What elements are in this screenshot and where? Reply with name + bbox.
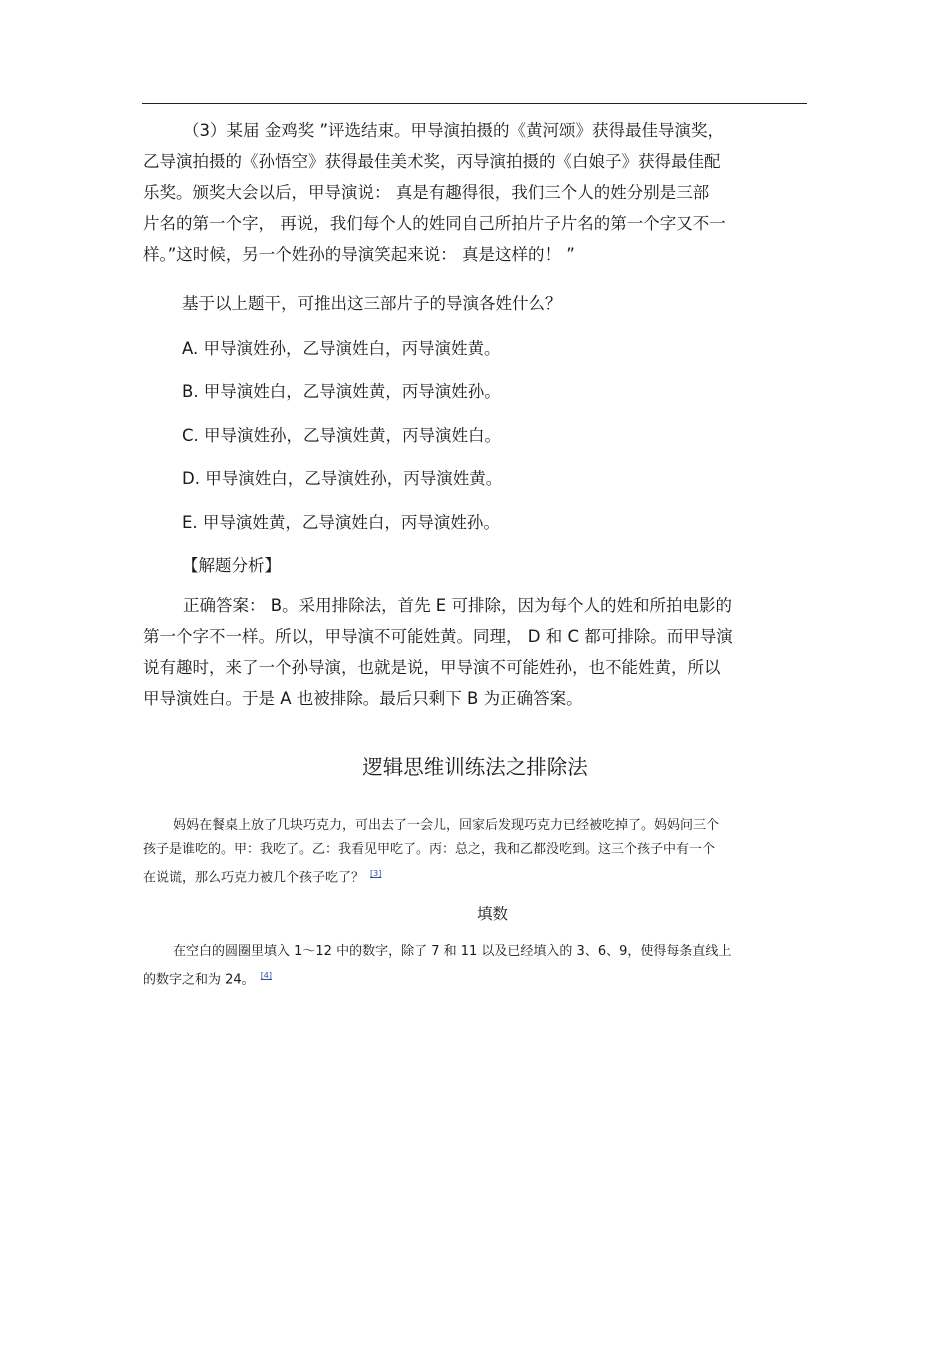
section-title: 逻辑思维训练法之排除法 (362, 755, 588, 779)
fill-title: 填数 (476, 905, 508, 923)
top-rule (142, 103, 807, 104)
fill-paragraph (143, 940, 808, 988)
problem-paragraph (143, 115, 808, 270)
answer-line: 甲导演姓白。于是 A 也被排除。最后只剩下 B 为正确答案。 (143, 689, 583, 708)
analysis-label: 【解题分析】 (182, 556, 281, 575)
option-e: E. 甲导演姓黄，乙导演姓白，丙导演姓孙。 (182, 513, 500, 532)
chocolate-paragraph (143, 814, 808, 886)
answer-line: 第一个字不一样。所以，甲导演不可能姓黄。同理， D 和 C 都可排除。而甲导演 (143, 627, 733, 646)
footnote-ref-link[interactable]: [3] (370, 869, 382, 878)
question-text: 基于以上题干，可推出这三部片子的导演各姓什么？ (182, 294, 562, 313)
answer-line: 说有趣时，来了一个孙导演，也就是说，甲导演不可能姓孙，也不能姓黄，所以 (143, 658, 721, 677)
footnote-ref-link[interactable]: [4] (260, 971, 273, 980)
problem-line: 乙导演拍摄的《孙悟空》获得最佳美术奖，丙导演拍摄的《白娘子》获得最佳配 (143, 152, 721, 171)
answer-line: 正确答案： B。采用排除法，首先 E 可排除，因为每个人的姓和所拍电影的 (183, 596, 732, 615)
problem-line: 片名的第一个字， 再说，我们每个人的姓同自己所拍片子片名的第一个字又不一 (143, 214, 726, 233)
option-d: D. 甲导演姓白，乙导演姓孙，丙导演姓黄。 (182, 469, 503, 488)
fill-line: 在空白的圆圈里填入 1～12 中的数字，除了 7 和 11 以及已经填入的 3、6、9，使得每条直线上 (173, 944, 732, 959)
option-c: C. 甲导演姓孙，乙导演姓黄，丙导演姓白。 (182, 426, 502, 445)
option-b: B. 甲导演姓白，乙导演姓黄，丙导演姓孙。 (182, 382, 501, 401)
chocolate-line: 孩子是谁吃的。甲：我吃了。乙：我看见甲吃了。丙：总之，我和乙都没吃到。这三个孩子中有一个 (143, 842, 716, 857)
answer-paragraph (143, 590, 808, 714)
problem-line: 样。”这时候，另一个姓孙的导演笑起来说： 真是这样的！ ” (143, 245, 575, 264)
fill-line: 的数字之和为 24。 (143, 972, 255, 988)
problem-line: 乐奖。颁奖大会以后，甲导演说： 真是有趣得很，我们三个人的姓分别是三部 (143, 183, 710, 202)
chocolate-line: 妈妈在餐桌上放了几块巧克力，可出去了一会儿，回家后发现巧克力已经被吃掉了。妈妈问三个 (173, 818, 720, 833)
option-a: A. 甲导演姓孙，乙导演姓白，丙导演姓黄。 (182, 339, 501, 358)
problem-line: （3）某届 金鸡奖 ”评选结束。甲导演拍摄的《黄河颂》获得最佳导演奖， (183, 121, 725, 140)
chocolate-line: 在说谎，那么巧克力被几个孩子吃了？ (143, 870, 365, 886)
